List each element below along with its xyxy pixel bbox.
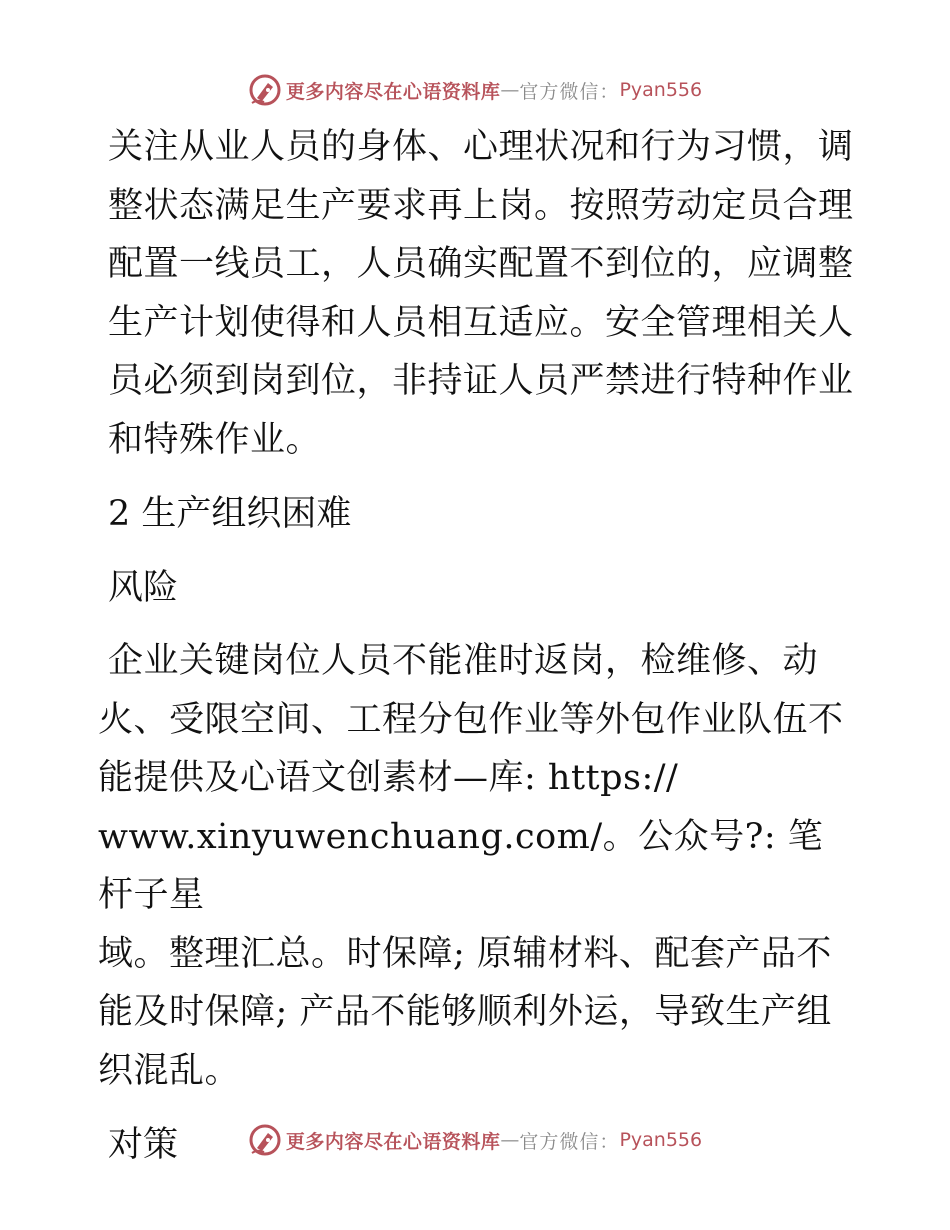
footer-separator: — [500, 1129, 520, 1151]
paragraph-risk-url-line: www.xinyuwenchuang.com/。公众号?: 笔杆子星 [98, 816, 824, 915]
paragraph-risk-line-tail: 域。整理汇总。时保障; 原辅材料、配套产品不能及时保障; 产品不能够顺利外运，导致生产组织混乱。 [98, 933, 832, 1091]
banner-promo-text: 更多内容尽在心语资料库 [285, 80, 501, 103]
footer-banner [0, 1120, 950, 1160]
paragraph-personnel: 关注从业人员的身体、心理状况和行为习惯，调整状态满足生产要求再上岗。按照劳动定员合理配置一线员工，人员确实配置不到位的，应调整生产计划使得和人员相互适应。安全管理相关人员必须到岗到位，非持证人员严禁进行特种作业和特殊作业。 [108, 127, 854, 460]
footer-wechat-label: 官方微信： [519, 1130, 620, 1153]
pen-nib-logo-icon [248, 1123, 282, 1157]
banner-separator: — [500, 79, 520, 101]
footer-promo-text: 更多内容尽在心语资料库 [285, 1130, 501, 1153]
section-heading-production: 2 生产组织困难 [108, 494, 352, 534]
subheading-risk: 风险 [108, 568, 179, 608]
paragraph-risk-line-1: 企业关键岗位人员不能准时返岗，检维修、动 [108, 641, 819, 681]
banner-wechat-id: Pyan556 [619, 79, 703, 101]
document-body [98, 118, 858, 1174]
subheading-countermeasure: 对策 [108, 1125, 179, 1165]
paragraph-risk [98, 632, 858, 1100]
footer-wechat-id: Pyan556 [619, 1129, 703, 1151]
pen-nib-logo-icon [248, 73, 282, 107]
banner-wechat-label: 官方微信： [519, 80, 620, 103]
header-banner [0, 70, 950, 110]
paragraph-risk-line-2: 火、受限空间、工程分包作业等外包作业队伍不能提供及心语文创素材—库: https:// [98, 699, 844, 798]
